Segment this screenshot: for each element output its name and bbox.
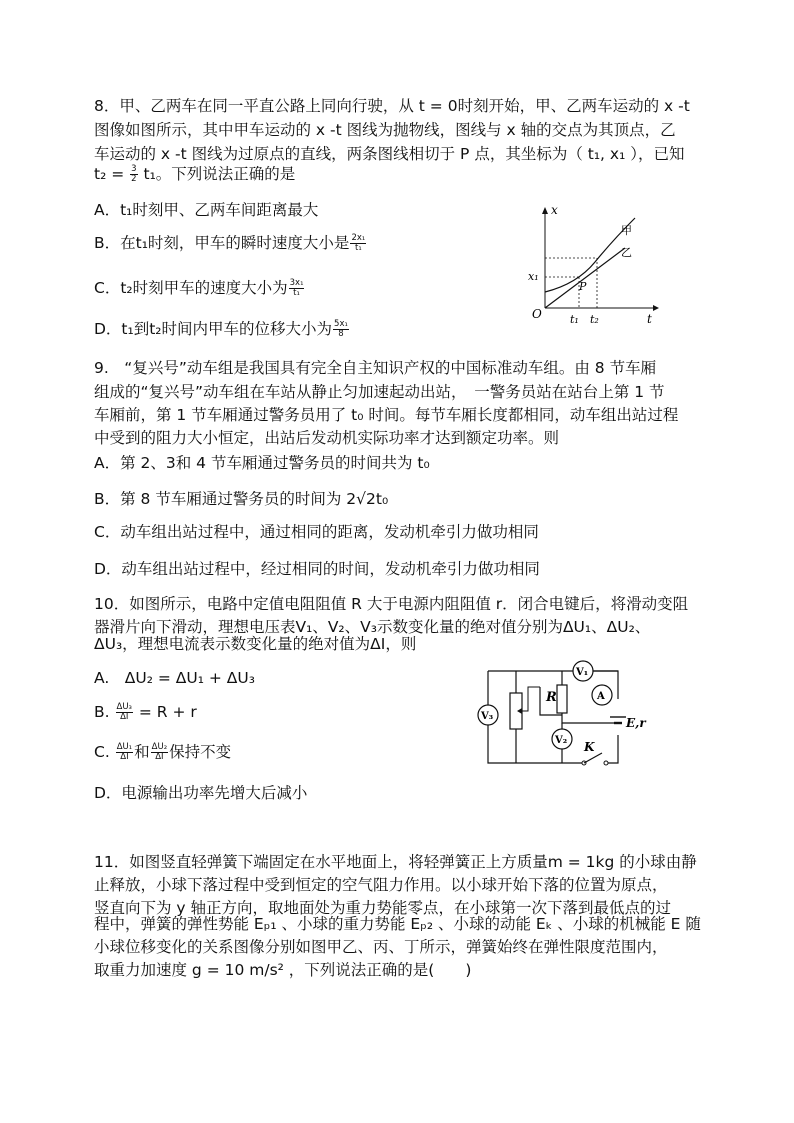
q11-stem-line-6: 取重力加速度 g = 10 m/s² ，下列说法正确的是( ) bbox=[94, 961, 472, 979]
q10-option-c-letter: C. bbox=[94, 743, 110, 761]
q8-option-d bbox=[94, 318, 350, 340]
q10-option-c-numerator-1: ΔU₁ bbox=[116, 742, 133, 752]
q9-stem-line-2: 组成的“复兴号”动车组在车站从静止匀加速起动出站， 一警务员站在站台上第 1 节 bbox=[94, 383, 665, 401]
q8-graph-t2-label: t₂ bbox=[590, 313, 599, 326]
q8-graph-t1-label: t₁ bbox=[570, 313, 579, 326]
q8-option-c-numerator: 3x₁ bbox=[289, 278, 304, 288]
q8-option-c-fraction bbox=[289, 279, 305, 298]
q8-graph-x-arrow bbox=[653, 305, 659, 311]
q8-graph-x-label: t bbox=[647, 312, 652, 326]
q10-option-a: A. ΔU₂ = ΔU₁ + ΔU₃ bbox=[94, 669, 255, 687]
q8-graph-yi-label: 乙 bbox=[621, 246, 632, 259]
q10-option-b bbox=[94, 701, 197, 723]
q10-a-label: A bbox=[597, 691, 605, 702]
q10-stem-line-3: ΔU₃，理想电流表示数变化量的绝对值为ΔI，则 bbox=[94, 635, 417, 653]
q10-v1-label: V₁ bbox=[576, 667, 589, 678]
q10-option-d: D．电源输出功率先增大后减小 bbox=[94, 784, 308, 802]
q8-graph-y-arrow bbox=[542, 207, 548, 214]
q10-option-c-fraction-2 bbox=[151, 743, 168, 762]
q9-stem-line-1: 9. “复兴号”动车组是我国具有完全自主知识产权的中国标准动车组。由 8 节车厢 bbox=[94, 359, 657, 377]
q10-option-c-tail: 保持不变 bbox=[169, 743, 232, 761]
q8-option-b-fraction bbox=[350, 234, 366, 253]
q8-stem-line-3: 车运动的 x -t 图线为过原点的直线，两条图线相切于 P 点，其坐标为（ t₁, x₁ ），已知 bbox=[94, 145, 685, 163]
q9-stem-line-3: 车厢前，第 1 节车厢通过警务员用了 t₀ 时间。每节车厢长度都相同，动车组出站过程 bbox=[94, 406, 679, 424]
q10-e-label: E,r bbox=[626, 716, 646, 730]
q8-option-b-text: B．在t₁时刻，甲车的瞬时速度大小是 bbox=[94, 234, 350, 252]
q9-stem-line-4: 中受到的阻力大小恒定，出站后发动机实际功率才达到额定功率。则 bbox=[94, 429, 560, 447]
q8-graph-jia-label: 甲 bbox=[621, 224, 632, 237]
q11-stem-line-1: 11．如图竖直轻弹簧下端固定在水平地面上，将轻弹簧正上方质量m = 1kg 的小球由静 bbox=[94, 853, 697, 871]
q10-switch-contact bbox=[604, 761, 608, 765]
q10-option-c-fraction-1 bbox=[116, 743, 133, 762]
q9-option-b: B．第 8 节车厢通过警务员的时间为 2√2t₀ bbox=[94, 490, 389, 508]
q8-stem-line-4 bbox=[94, 163, 295, 185]
q10-option-c-and: 和 bbox=[134, 743, 150, 761]
q10-circuit-diagram bbox=[468, 655, 658, 775]
q10-wire-left bbox=[488, 671, 584, 763]
q10-option-b-rhs: = R + r bbox=[138, 703, 197, 721]
q11-stem-line-4: 程中，弹簧的弹性势能 Eₚ₁ 、小球的重力势能 Eₚ₂ 、小球的动能 Eₖ 、小球的机械能 E 随 bbox=[94, 915, 701, 933]
q10-k-label: K bbox=[584, 740, 595, 754]
q8-option-c-text: C．t₂时刻甲车的速度大小为 bbox=[94, 279, 288, 297]
q10-r-label: R bbox=[546, 690, 557, 705]
q8-option-d-text: D．t₁到t₂时间内甲车的位移大小为 bbox=[94, 320, 333, 338]
q8-graph-p-label: P bbox=[579, 280, 587, 293]
q9-option-d: D．动车组出站过程中，经过相同的时间，发动机牵引力做功相同 bbox=[94, 560, 540, 578]
q11-stem-line-5: 小球位移变化的关系图像分别如图甲乙、丙、丁所示，弹簧始终在弹性限度范围内， bbox=[94, 938, 668, 956]
q10-wire-right-bottom bbox=[606, 735, 618, 763]
q10-wire-r-bottom bbox=[562, 713, 618, 723]
q8-xt-graph bbox=[525, 200, 665, 330]
q8-option-c bbox=[94, 277, 305, 299]
q10-stem-line-1: 10．如图所示，电路中定值电阻阻值 R 大于电源内阻阻值 r．闭合电键后，将滑动变阻 bbox=[94, 595, 689, 613]
q11-stem-line-3: 竖直向下为 y 轴正方向，取地面处为重力势能零点，在小球第一次下落到最低点的过 bbox=[94, 899, 672, 917]
q10-option-b-letter: B. bbox=[94, 703, 110, 721]
q8-option-b-numerator: 2x₁ bbox=[351, 233, 366, 243]
q10-option-c-numerator-2: ΔU₂ bbox=[151, 742, 168, 752]
q11-stem-line-2: 止释放，小球下落过程中受到恒定的空气阻力作用。以小球开始下落的位置为原点， bbox=[94, 876, 668, 894]
q8-graph-x1-label: x₁ bbox=[528, 270, 539, 283]
q8-option-c-denominator: t₁ bbox=[293, 288, 300, 298]
q10-option-c-denominator-2: ΔI bbox=[155, 752, 164, 762]
q8-option-b bbox=[94, 232, 367, 254]
q8-option-a: A．t₁时刻甲、乙两车间距离最大 bbox=[94, 201, 319, 219]
q10-option-b-denominator: ΔI bbox=[120, 712, 129, 722]
q10-option-b-fraction bbox=[116, 703, 133, 722]
q8-ratio-fraction bbox=[130, 165, 137, 184]
q8-ratio-denominator: 2 bbox=[131, 174, 137, 184]
q10-v2-label: V₂ bbox=[555, 735, 568, 746]
q9-option-c: C．动车组出站过程中，通过相同的距离，发动机牵引力做功相同 bbox=[94, 523, 539, 541]
q8-option-d-denominator: 8 bbox=[338, 329, 344, 339]
q10-option-b-numerator: ΔU₃ bbox=[116, 702, 132, 712]
q8-option-d-numerator: 5x₁ bbox=[334, 319, 348, 329]
q8-graph-origin-label: O bbox=[532, 307, 542, 321]
q8-stem-line-1: 8．甲、乙两车在同一平直公路上同向行驶，从 t = 0时刻开始，甲、乙两车运动的 x -t bbox=[94, 97, 690, 115]
q10-switch-blade bbox=[584, 753, 602, 763]
q8-graph-yi-line bbox=[545, 248, 625, 308]
q10-resistor-r bbox=[557, 685, 567, 713]
q8-t2-label: t₂ = bbox=[94, 165, 125, 183]
q8-stem-line-2: 图像如图所示，其中甲车运动的 x -t 图线为抛物线，图线与 x 轴的交点为其顶点，乙 bbox=[94, 121, 676, 139]
q8-stem-tail: t₁。下列说法正确的是 bbox=[143, 165, 296, 183]
q10-slider bbox=[522, 687, 540, 711]
q10-option-c-denominator-1: ΔI bbox=[120, 752, 129, 762]
q10-v3-label: V₃ bbox=[481, 711, 494, 722]
q8-option-b-denominator: t₁ bbox=[354, 243, 362, 253]
q8-ratio-numerator: 3 bbox=[131, 164, 137, 174]
q10-stem-line-2: 器滑片向下滑动，理想电压表V₁、V₂、V₃示数变化量的绝对值分别为ΔU₁、ΔU₂、 bbox=[94, 618, 651, 636]
q10-option-c bbox=[94, 741, 231, 763]
q8-graph-y-label: x bbox=[551, 203, 558, 217]
q9-option-a: A．第 2、3和 4 节车厢通过警务员的时间共为 t₀ bbox=[94, 454, 430, 472]
q8-option-d-fraction bbox=[333, 320, 349, 339]
